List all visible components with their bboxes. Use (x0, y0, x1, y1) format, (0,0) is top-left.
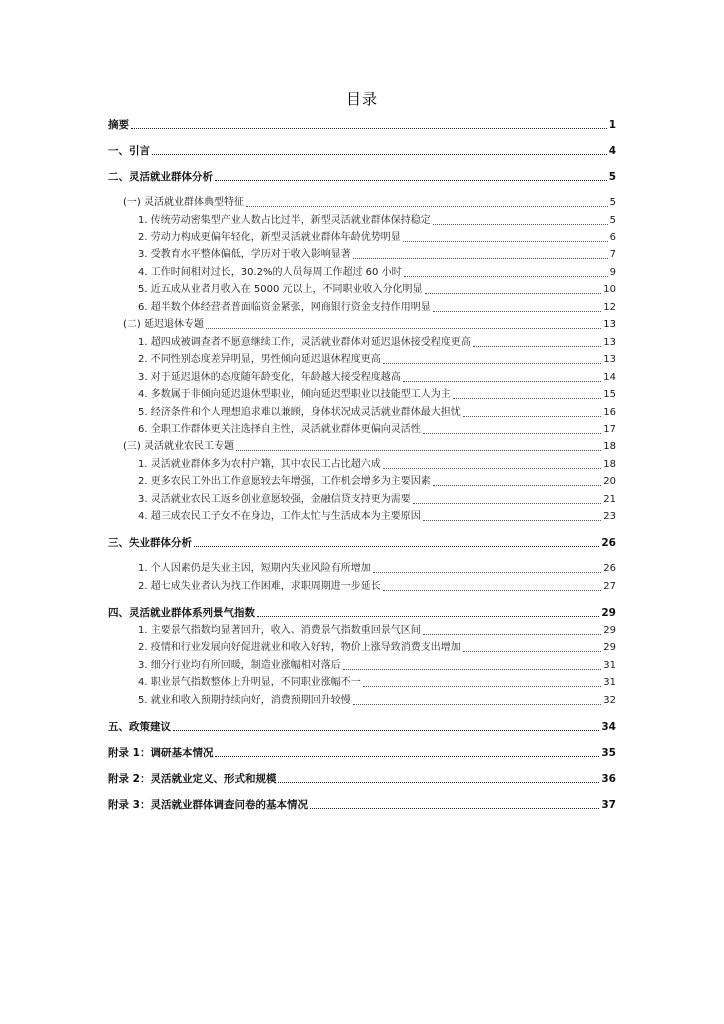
dot-leader (353, 257, 608, 259)
toc-entry[interactable] (108, 369, 616, 385)
dot-leader (383, 589, 602, 591)
toc-page-number: 16 (603, 407, 616, 418)
toc-page-number: 15 (603, 389, 616, 400)
toc-entry[interactable] (108, 334, 616, 350)
dot-leader (194, 545, 599, 547)
toc-entry[interactable] (108, 246, 616, 262)
toc-page-number: 31 (603, 660, 616, 671)
toc-page-number: 10 (603, 284, 616, 295)
toc-entry-text: 2. 更多农民工外出工作意愿较去年增强，工作机会增多为主要因素 (138, 476, 431, 487)
toc-page-number: 12 (603, 302, 616, 313)
dot-leader (404, 275, 608, 277)
toc-entry-text: 摘要 (108, 119, 129, 131)
toc-entry-text: 3. 对于延迟退休的态度随年龄变化，年龄越大接受程度越高 (138, 372, 401, 383)
toc-entry[interactable] (108, 386, 616, 402)
toc-title: 目录 (345, 90, 378, 108)
toc-entry[interactable] (108, 421, 616, 437)
dot-leader (343, 668, 602, 670)
dot-leader (363, 685, 602, 687)
toc-page-number: 29 (601, 607, 616, 619)
toc-page-number: 5 (609, 197, 616, 208)
toc-entry-text: 1. 灵活就业群体多为农村户籍，其中农民工占比超六成 (138, 459, 381, 470)
dot-leader (152, 153, 607, 155)
toc-entry[interactable] (108, 212, 616, 228)
toc-entry-text: 4. 职业景气指数整体上升明显，不同职业涨幅不一 (138, 677, 361, 688)
toc-entry-text: 一、引言 (108, 145, 150, 157)
toc-page-number: 18 (603, 459, 616, 470)
toc-entry[interactable] (108, 438, 616, 454)
toc-page-number: 31 (603, 677, 616, 688)
toc-entry[interactable] (108, 281, 616, 297)
toc-entry-text: (二) 延迟退休专题 (123, 319, 204, 330)
toc-entry-text: 3. 细分行业均有所回暖，制造业涨幅相对落后 (138, 660, 341, 671)
dot-leader (433, 484, 602, 486)
dot-leader (423, 519, 602, 521)
dot-leader (246, 205, 608, 207)
toc-page-number: 13 (603, 337, 616, 348)
toc-entry-text: (一) 灵活就业群体典型特征 (123, 197, 244, 208)
toc-entry[interactable] (108, 116, 616, 132)
toc-entry[interactable] (108, 299, 616, 315)
toc-entry[interactable] (108, 142, 616, 158)
dot-leader (310, 807, 599, 809)
toc-entry-text: 3. 受教育水平整体偏低，学历对于收入影响显著 (138, 249, 351, 260)
toc-entry-text: 5. 近五成从业者月收入在 5000 元以上，不同职业收入分化明显 (138, 284, 423, 295)
toc-entry-text: 附录 1：调研基本情况 (108, 747, 214, 759)
dot-leader (403, 380, 602, 382)
toc-entry-text: 五、政策建议 (108, 721, 171, 733)
toc-page-number: 34 (601, 721, 616, 733)
dot-leader (473, 345, 602, 347)
dot-leader (215, 179, 607, 181)
dot-leader (403, 240, 608, 242)
toc-entry[interactable] (108, 229, 616, 245)
dot-leader (173, 729, 599, 731)
toc-entry-text: 附录 2：灵活就业定义、形式和规模 (108, 773, 277, 785)
toc-page-number: 36 (601, 773, 616, 785)
toc-entry-text: 四、灵活就业群体系列景气指数 (108, 607, 255, 619)
toc-entry-text: 2. 超七成失业者认为找工作困难，求职周期进一步延长 (138, 581, 381, 592)
toc-entry[interactable] (108, 639, 616, 655)
toc-page-number: 32 (603, 695, 616, 706)
toc-entry[interactable] (108, 264, 616, 280)
toc-page-number: 13 (603, 319, 616, 330)
toc-page-number: 9 (609, 267, 616, 278)
dot-leader (236, 449, 601, 451)
dot-leader (257, 615, 599, 617)
toc-page-number: 35 (601, 747, 616, 759)
toc-entry-text: 4. 超三成农民工子女不在身边，工作太忙与生活成本为主要原因 (138, 511, 421, 522)
toc-page-number: 14 (603, 372, 616, 383)
toc-entry[interactable] (108, 796, 616, 812)
toc-entry[interactable] (108, 692, 616, 708)
toc-page-number: 1 (608, 119, 616, 131)
toc-page-number: 4 (608, 145, 616, 157)
toc-entry[interactable] (108, 622, 616, 638)
toc-entry[interactable] (108, 404, 616, 420)
toc-entry-text: 4. 多数属于非倾向延迟退休型职业，倾向延迟型职业以技能型工人为主 (138, 389, 451, 400)
toc-entry-text: 3. 灵活就业农民工返乡创业意愿较强，金融信贷支持更为需要 (138, 494, 411, 505)
toc-entry[interactable] (108, 508, 616, 524)
toc-entry[interactable] (108, 744, 616, 760)
toc-entry-text: 二、灵活就业群体分析 (108, 171, 213, 183)
toc-entry[interactable] (108, 674, 616, 690)
toc-page-number: 18 (603, 441, 616, 452)
toc-entry[interactable] (108, 604, 616, 620)
toc-entry[interactable] (108, 194, 616, 210)
dot-leader (463, 650, 602, 652)
dot-leader (423, 633, 602, 635)
toc-entry-text: 6. 超半数个体经营者普面临资金紧张，网商银行资金支持作用明显 (138, 302, 431, 313)
toc-entry-text: 三、失业群体分析 (108, 537, 192, 549)
toc-entry[interactable] (108, 657, 616, 673)
dot-leader (463, 415, 602, 417)
dot-leader (423, 432, 602, 434)
dot-leader (453, 397, 602, 399)
toc-entry-text: 1. 传统劳动密集型产业人数占比过半，新型灵活就业群体保持稳定 (138, 215, 431, 226)
toc-entry[interactable] (108, 351, 616, 367)
toc-entry[interactable] (108, 168, 616, 184)
toc-entry[interactable] (108, 316, 616, 332)
toc-page-number: 26 (601, 537, 616, 549)
toc-entry-text: (三) 灵活就业农民工专题 (123, 441, 234, 452)
toc-entry[interactable] (108, 578, 616, 594)
toc-entry-text: 5. 就业和收入预期持续向好，消费预期回升较慢 (138, 695, 351, 706)
toc-entry-text: 6. 全职工作群体更关注选择自主性，灵活就业群体更偏向灵活性 (138, 424, 421, 435)
toc-page-number: 21 (603, 494, 616, 505)
toc-page-number: 37 (601, 799, 616, 811)
toc-entry-text: 4. 工作时间相对过长，30.2%的人员每周工作超过 60 小时 (138, 267, 402, 278)
toc-entry-text: 1. 主要景气指数均显著回升，收入、消费景气指数重回景气区间 (138, 625, 421, 636)
dot-leader (215, 755, 599, 757)
toc-page-number: 23 (603, 511, 616, 522)
dot-leader (433, 223, 608, 225)
toc-entry[interactable] (108, 491, 616, 507)
toc-page-number: 20 (603, 476, 616, 487)
toc-page-number: 6 (609, 232, 616, 243)
toc-entry-text: 附录 3：灵活就业群体调查问卷的基本情况 (108, 799, 308, 811)
toc-page-number: 17 (603, 424, 616, 435)
toc-page-number: 27 (603, 581, 616, 592)
toc-entry-text: 2. 劳动力构成更偏年轻化，新型灵活就业群体年龄优势明显 (138, 232, 401, 243)
dot-leader (383, 362, 602, 364)
toc-entry[interactable] (108, 456, 616, 472)
toc-page-number: 29 (603, 642, 616, 653)
dot-leader (433, 310, 602, 312)
toc-entry[interactable] (108, 718, 616, 734)
dot-leader (131, 127, 607, 129)
dot-leader (206, 327, 601, 329)
toc-entry[interactable] (108, 770, 616, 786)
toc-entry-text: 1. 个人因素仍是失业主因，短期内失业风险有所增加 (138, 563, 371, 574)
toc-entry-text: 2. 不同性别态度差异明显，男性倾向延迟退休程度更高 (138, 354, 381, 365)
toc-entry-text: 2. 疫情和行业发展向好促进就业和收入好转，物价上涨导致消费支出增加 (138, 642, 461, 653)
dot-leader (353, 703, 602, 705)
dot-leader (425, 292, 602, 294)
toc-page-number: 26 (603, 563, 616, 574)
dot-leader (278, 781, 599, 783)
toc-entry[interactable] (108, 473, 616, 489)
toc-page-number: 7 (609, 249, 616, 260)
toc-page-number: 5 (609, 215, 616, 226)
dot-leader (373, 571, 602, 573)
toc-entry[interactable] (108, 534, 616, 550)
toc-entry-text: 1. 超四成被调查者不愿意继续工作，灵活就业群体对延迟退休接受程度更高 (138, 337, 471, 348)
dot-leader (413, 502, 602, 504)
toc-page-number: 5 (608, 171, 616, 183)
toc-entry-text: 5. 经济条件和个人理想追求难以兼顾，身体状况成灵活就业群体最大担忧 (138, 407, 461, 418)
toc-page-number: 29 (603, 625, 616, 636)
toc-entry[interactable] (108, 560, 616, 576)
dot-leader (383, 467, 602, 469)
toc-page-number: 13 (603, 354, 616, 365)
